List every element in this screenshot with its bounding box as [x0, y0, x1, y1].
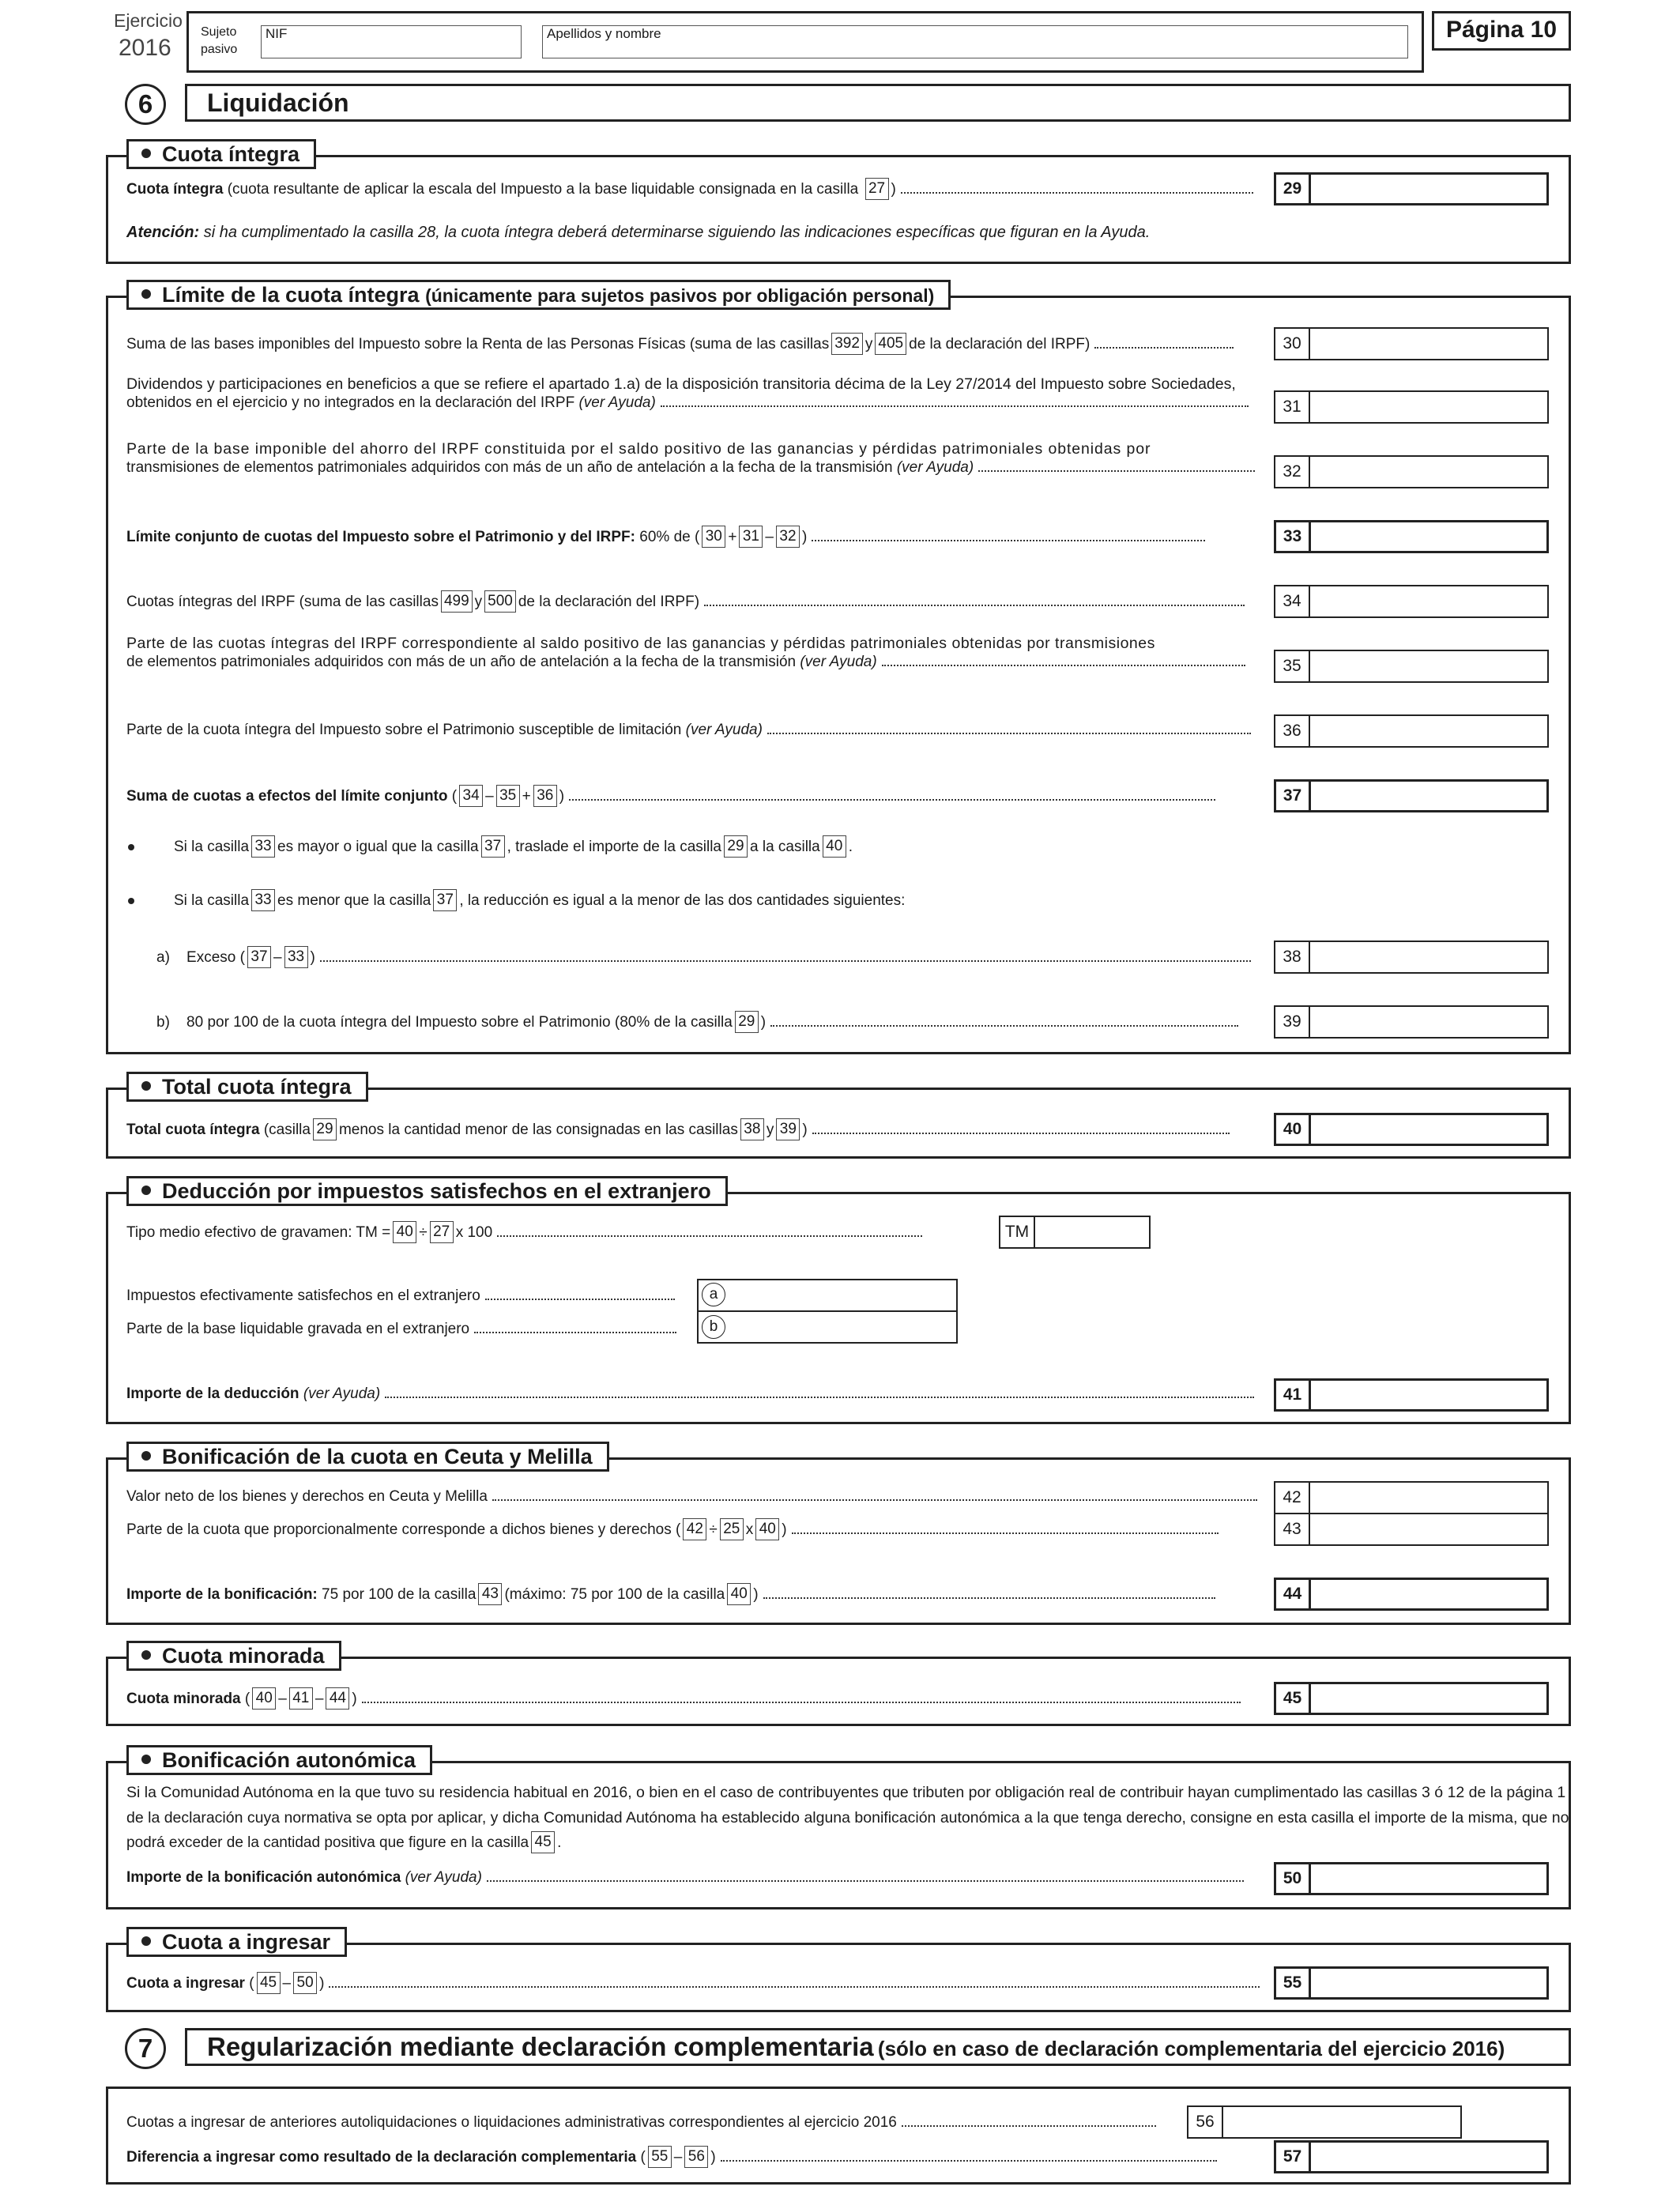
- circle-a: a: [702, 1283, 725, 1306]
- limite-legend: Límite de la cuota íntegra (únicamente para sujetos pasivos por obligación personal): [126, 280, 951, 310]
- line-35-a: Parte de las cuotas íntegras del IRPF correspondiente al saldo positivo de las ganancias y pérdidas patrimoniales obtenidas por transmisiones: [126, 635, 1155, 652]
- nif-field[interactable]: [261, 25, 522, 58]
- line-31-a: Dividendos y participaciones en beneficios a que se refiere el apartado 1.a) de la disposición transitoria décima de la Ley 27/2014 del Impuesto sobre Sociedades,: [126, 375, 1236, 393]
- line-56: Cuotas a ingresar de anteriores autoliquidaciones o liquidaciones administrativas correspondientes al ejercicio 2016: [126, 2113, 1156, 2132]
- casilla-30[interactable]: 30: [1274, 327, 1549, 360]
- line-35-b: de elementos patrimoniales adquiridos con más de un año de antelación a la fecha de la transmisión (ver Ayuda): [126, 653, 1245, 672]
- line-38: a) Exceso ( 37 – 33 ): [156, 947, 1251, 969]
- bullet-icon: [141, 1451, 151, 1461]
- casilla-44[interactable]: 44: [1274, 1578, 1549, 1611]
- casilla-a[interactable]: [697, 1279, 958, 1312]
- casilla-45[interactable]: 45: [1274, 1682, 1549, 1715]
- sujeto-label: Sujeto: [201, 25, 237, 39]
- line-42: Valor neto de los bienes y derechos en Ceuta y Melilla: [126, 1487, 1257, 1506]
- line-impuestos-extranjero: Impuestos efectivamente satisfechos en el extranjero: [126, 1287, 675, 1306]
- autonomica-text-1: Si la Comunidad Autónoma en la que tuvo su residencia habitual en 2016, o bien en el caso de contribuyentes que tributen por obligación real de contribuir hayan cumplimentado las casillas 3 ó 12 de la página 1: [126, 1784, 1566, 1801]
- casilla-b[interactable]: [697, 1310, 958, 1344]
- casilla-39[interactable]: 39: [1274, 1005, 1549, 1039]
- page-number: Página 10: [1445, 17, 1558, 43]
- section-6-title: Liquidación: [207, 89, 349, 117]
- line-parte-base: Parte de la base liquidable gravada en el extranjero: [126, 1320, 676, 1339]
- casilla-38[interactable]: 38: [1274, 941, 1549, 974]
- ejercicio-label: Ejercicio: [114, 10, 183, 31]
- casilla-31[interactable]: 31: [1274, 390, 1549, 424]
- line-31-b: obtenidos en el ejercicio y no integrados en la declaración del IRPF (ver Ayuda): [126, 394, 1249, 413]
- line-44: Importe de la bonificación: 75 por 100 de la casilla 43 (máximo: 75 por 100 de la casilla 40 ): [126, 1584, 1215, 1606]
- deduccion-legend: Deducción por impuestos satisfechos en el extranjero: [126, 1176, 728, 1206]
- casilla-32[interactable]: 32: [1274, 455, 1549, 488]
- ejercicio-year: 2016: [119, 35, 171, 61]
- casilla-42[interactable]: 42: [1274, 1481, 1549, 1514]
- casilla-34[interactable]: 34: [1274, 585, 1549, 618]
- apellidos-nombre-field[interactable]: [542, 25, 1408, 58]
- line-tm: Tipo medio efectivo de gravamen: TM = 40 ÷ 27 x 100: [126, 1222, 922, 1244]
- ingresar-legend: Cuota a ingresar: [126, 1927, 347, 1957]
- line-32-b: transmisiones de elementos patrimoniales adquiridos con más de un año de antelación a la fecha de la transmisión (ver Ayuda): [126, 458, 1255, 477]
- cuota-integra-section: [106, 155, 1571, 264]
- bullet-icon: [141, 1186, 151, 1195]
- bullet-mayor: Si la casilla 33 es mayor o igual que la casilla 37 , traslade el importe de la casilla 29 a la casilla 40 .: [128, 836, 853, 858]
- line-50: Importe de la bonificación autonómica (ver Ayuda): [126, 1868, 1244, 1887]
- bullet-icon: [141, 1755, 151, 1764]
- casilla-29[interactable]: 29: [1274, 172, 1549, 205]
- casilla-36[interactable]: 36: [1274, 714, 1549, 748]
- line-30: Suma de las bases imponibles del Impuesto sobre la Renta de las Personas Físicas (suma de las casillas 392 y 405 de la declaración del IRPF): [126, 334, 1234, 356]
- section-7-number: 7: [125, 2028, 166, 2069]
- casilla-37[interactable]: 37: [1274, 779, 1549, 812]
- casilla-41[interactable]: 41: [1274, 1378, 1549, 1412]
- total-legend: Total cuota íntegra: [126, 1072, 368, 1102]
- line-43: Parte de la cuota que proporcionalmente corresponde a dichos bienes y derechos ( 42 ÷ 25 x 40 ): [126, 1519, 1219, 1541]
- casilla-43[interactable]: 43: [1274, 1513, 1549, 1546]
- casilla-57[interactable]: 57: [1274, 2140, 1549, 2173]
- line-33: Límite conjunto de cuotas del Impuesto sobre el Patrimonio y del IRPF: 60% de ( 30 + 31 – 32 ): [126, 526, 1205, 548]
- bullet-icon: [141, 1650, 151, 1660]
- casilla-33[interactable]: 33: [1274, 520, 1549, 553]
- casilla-55[interactable]: 55: [1274, 1966, 1549, 2000]
- cuota-integra-line: Cuota íntegra (cuota resultante de aplicar la escala del Impuesto a la base liquidable consignada en la casilla 27 ): [126, 179, 1253, 201]
- circle-b: b: [702, 1315, 725, 1339]
- apellidos-label: Apellidos y nombre: [547, 26, 661, 41]
- line-39: b) 80 por 100 de la cuota íntegra del Impuesto sobre el Patrimonio (80% de la casilla 29 ): [156, 1012, 1238, 1034]
- bullet-icon: [141, 289, 151, 299]
- autonomica-text-3: podrá exceder de la cantidad positiva que figure en la casilla 45 .: [126, 1832, 561, 1854]
- line-41: Importe de la deducción (ver Ayuda): [126, 1385, 1254, 1404]
- autonomica-text-2: de la declaración cuya normativa se opta por aplicar, y dicha Comunidad Autónoma ha establecido alguna bonificación autonómica a la que tenga derecho, consigne en esta casilla el importe de la misma, que no: [126, 1809, 1569, 1826]
- cuota-integra-legend: Cuota íntegra: [126, 139, 316, 169]
- line-34: Cuotas íntegras del IRPF (suma de las casillas 499 y 500 de la declaración del IRPF): [126, 591, 1245, 613]
- line-57: Diferencia a ingresar como resultado de la declaración complementaria ( 55 – 56 ): [126, 2147, 1217, 2169]
- section-6-number: 6: [125, 84, 166, 125]
- autonomica-legend: Bonificación autonómica: [126, 1745, 432, 1775]
- line-55: Cuota a ingresar ( 45 – 50 ): [126, 1973, 1260, 1995]
- section-6-title-box: [185, 84, 1571, 122]
- bullet-icon: [141, 1936, 151, 1946]
- ref-27: 27: [865, 178, 889, 200]
- ceuta-legend: Bonificación de la cuota en Ceuta y Melilla: [126, 1442, 609, 1472]
- casilla-35[interactable]: 35: [1274, 650, 1549, 683]
- line-40: Total cuota íntegra (casilla 29 menos la cantidad menor de las consignadas en las casillas 38 y 39 ): [126, 1119, 1230, 1141]
- casilla-56[interactable]: 56: [1187, 2105, 1462, 2139]
- minorada-legend: Cuota minorada: [126, 1641, 341, 1671]
- section-7-title: Regularización mediante declaración complementaria (sólo en caso de declaración complementaria del ejercicio 2016): [207, 2032, 1505, 2061]
- line-32-a: Parte de la base imponible del ahorro del IRPF constituida por el saldo positivo de las ganancias y pérdidas patrimoniales obtenidas por: [126, 440, 1151, 458]
- bullet-menor: Si la casilla 33 es menor que la casilla 37 , la reducción es igual a la menor de las dos cantidades siguientes:: [128, 890, 905, 912]
- line-36: Parte de la cuota íntegra del Impuesto sobre el Patrimonio susceptible de limitación (ver Ayuda): [126, 721, 1251, 740]
- bullet-icon: [128, 844, 134, 850]
- atencion-note: Atención: si ha cumplimentado la casilla 28, la cuota íntegra deberá determinarse siguiendo las indicaciones específicas que figuran en la Ayuda.: [126, 224, 1151, 241]
- bullet-icon: [141, 1081, 151, 1091]
- bullet-icon: [141, 149, 151, 158]
- pasivo-label: pasivo: [201, 43, 238, 56]
- line-37: Suma de cuotas a efectos del límite conjunto ( 34 – 35 + 36 ): [126, 786, 1215, 808]
- casilla-tm[interactable]: TM: [999, 1216, 1151, 1249]
- line-45: Cuota minorada ( 40 – 41 – 44 ): [126, 1688, 1241, 1710]
- casilla-50[interactable]: 50: [1274, 1862, 1549, 1895]
- casilla-40[interactable]: 40: [1274, 1113, 1549, 1146]
- bullet-icon: [128, 898, 134, 904]
- nif-label: NIF: [266, 26, 288, 41]
